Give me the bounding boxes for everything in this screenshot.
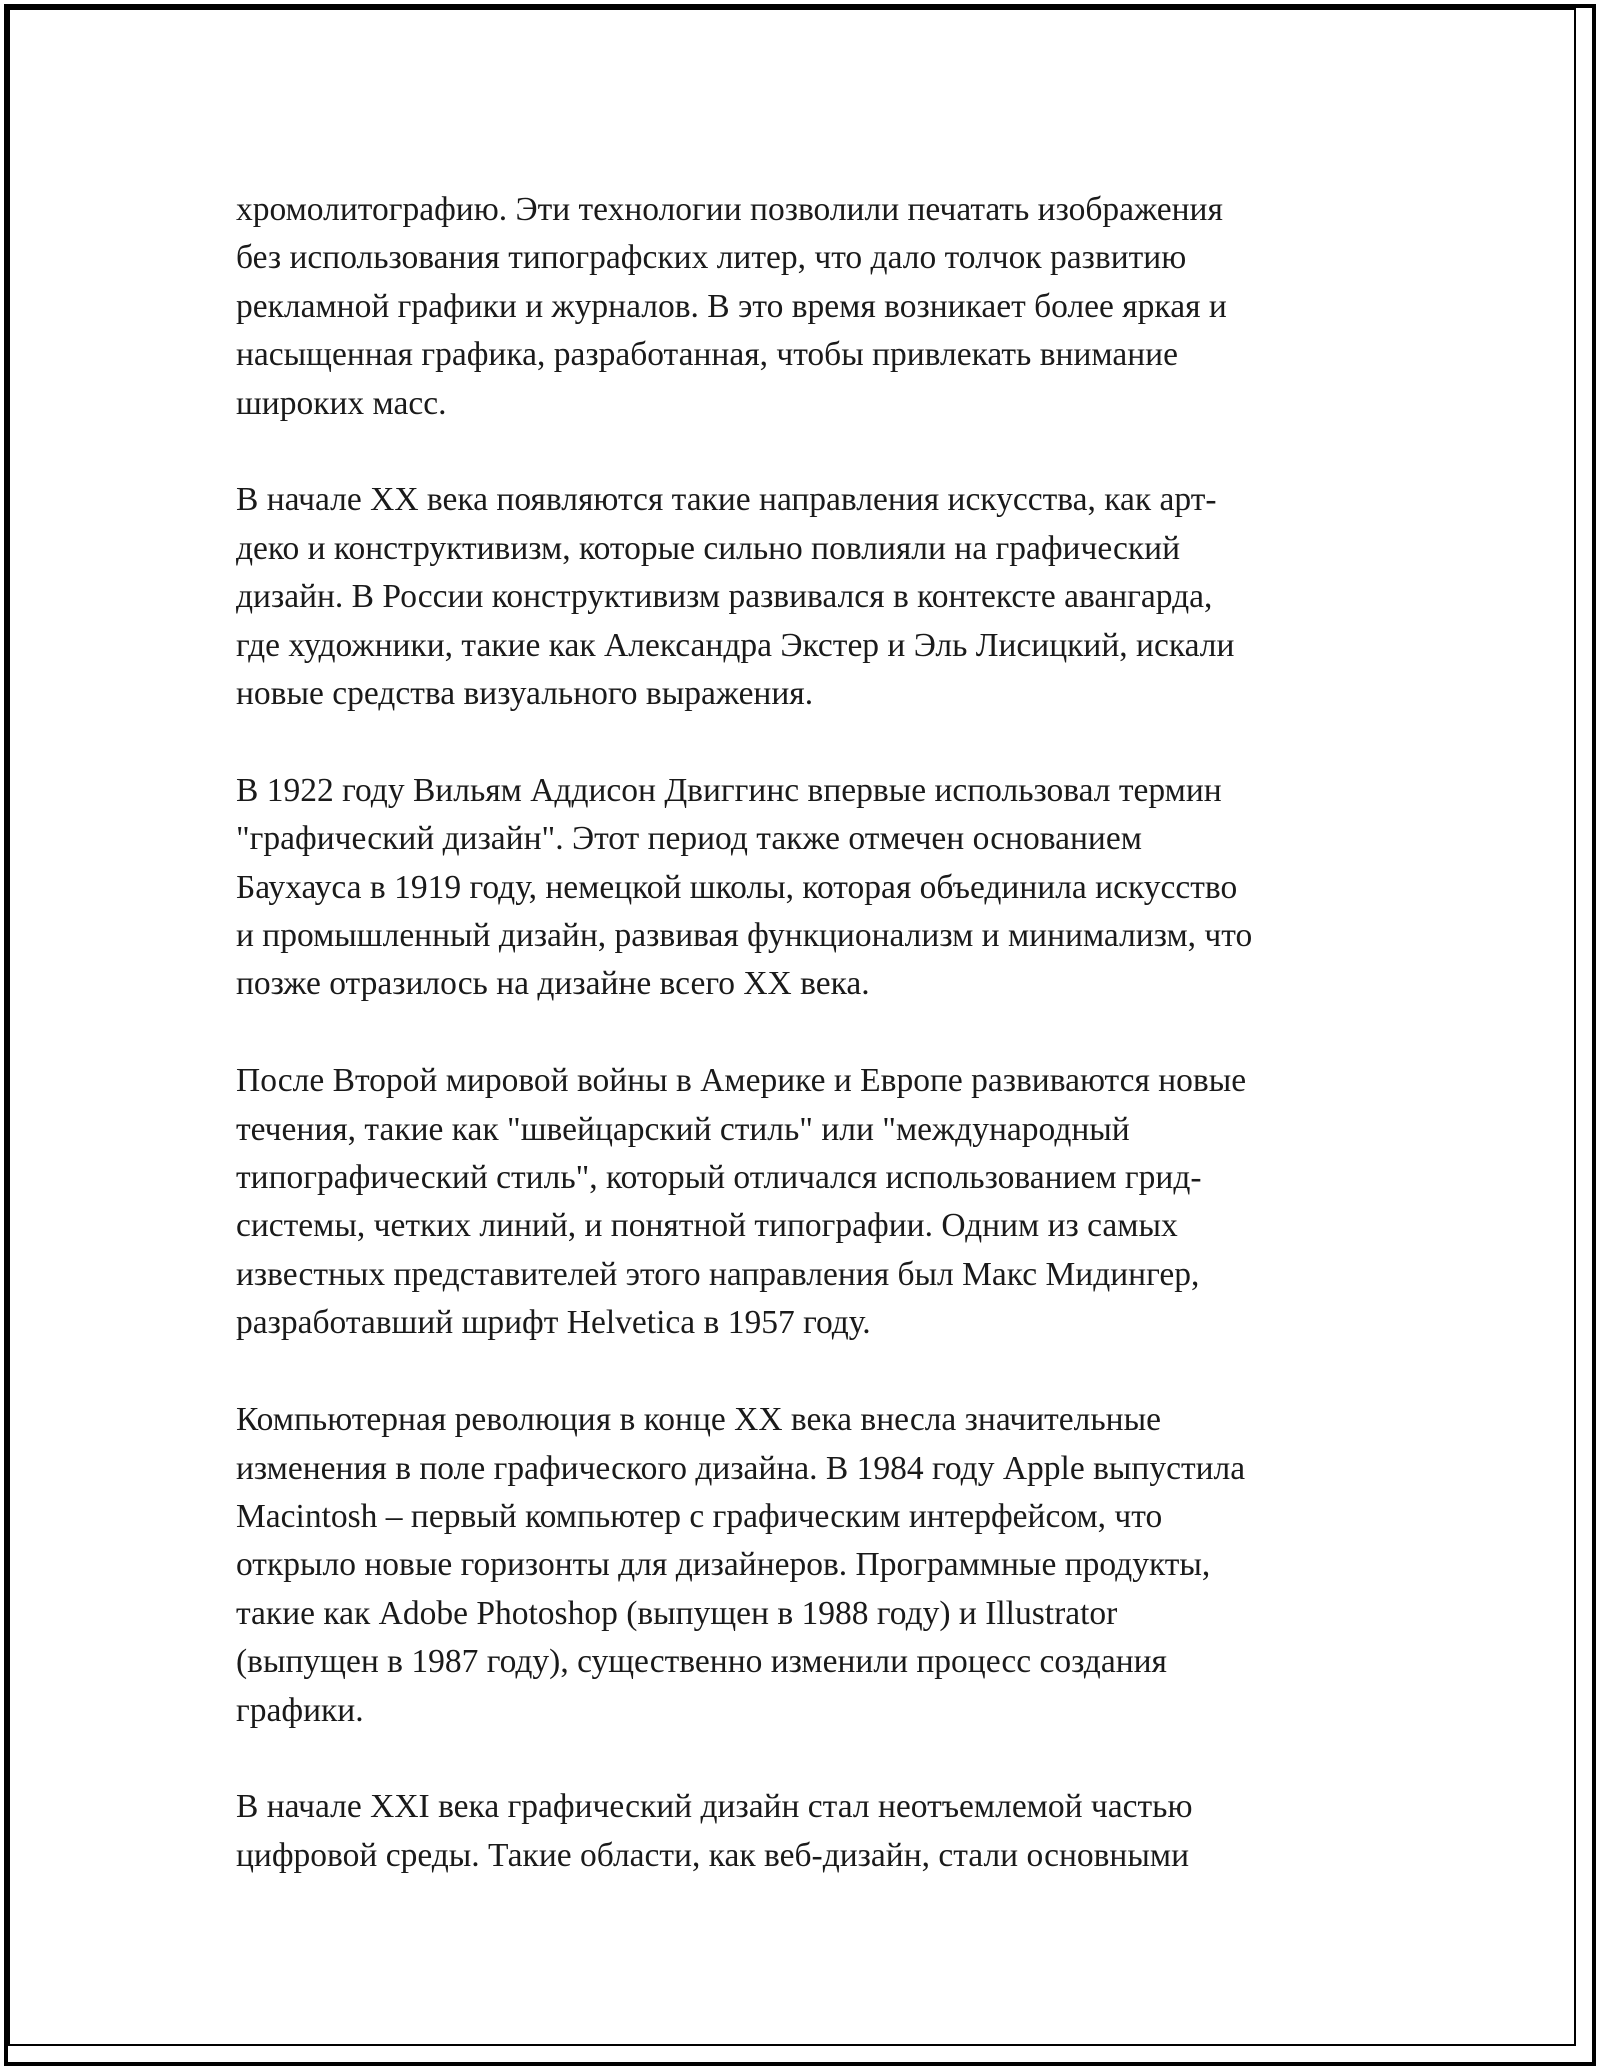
text-line: разработавший шрифт Helvetica в 1957 году. [236,1304,871,1342]
text-line: типографический стиль", который отличался использованием грид- [236,1159,1202,1197]
text-line: системы, четких линий, и понятной типографии. Одним из самых [236,1207,1178,1245]
text-line: широких масс. [236,384,447,422]
text-line: хромолитографию. Эти технологии позволили печатать изображения [236,191,1223,228]
text-line: течения, такие как "швейцарский стиль" или "международный [236,1110,1130,1148]
paragraph [236,1396,1366,1735]
text-line: изменения в поле графического дизайна. В 1984 году Apple выпустила [236,1449,1246,1487]
text-line: насыщенная графика, разработанная, чтобы привлекать внимание [236,336,1178,374]
text-line: В 1922 году Вильям Аддисон Двиггинс впервые использовал термин [236,771,1222,809]
document-body [236,186,1366,1880]
text-line: позже отразилось на дизайне всего XX века. [236,965,870,1003]
paragraph [236,1057,1366,1347]
paragraph [236,1783,1366,1880]
text-line: (выпущен в 1987 году), существенно изменили процесс создания [236,1643,1167,1681]
text-line: Баухауса в 1919 году, немецкой школы, которая объединила искусство [236,868,1238,906]
text-line: и промышленный дизайн, развивая функционализм и минимализм, что [236,917,1253,955]
paragraph [236,186,1366,428]
text-line: деко и конструктивизм, которые сильно повлияли на графический [236,529,1181,567]
paragraph [236,767,1366,1009]
text-line: Macintosh – первый компьютер с графическим интерфейсом, что [236,1497,1163,1535]
text-line: цифровой среды. Такие области, как веб-дизайн, стали основными [236,1836,1189,1874]
text-line: графики. [236,1691,364,1729]
paragraph [236,476,1366,718]
text-line: После Второй мировой войны в Америке и Европе развиваются новые [236,1062,1247,1100]
text-line: дизайн. В России конструктивизм развивался в контексте авангарда, [236,578,1213,616]
text-line: известных представителей этого направления был Макс Мидингер, [236,1255,1200,1293]
text-line: Компьютерная революция в конце XX века внесла значительные [236,1401,1161,1439]
text-line: такие как Adobe Photoshop (выпущен в 1988 году) и Illustrator [236,1594,1118,1632]
text-line: открыло новые горизонты для дизайнеров. Программные продукты, [236,1546,1211,1584]
text-line: В начале XXI века графический дизайн стал неотъемлемой частью [236,1788,1193,1826]
text-line: В начале XX века появляются такие направления искусства, как арт- [236,481,1217,519]
text-line: рекламной графики и журналов. В это время возникает более яркая и [236,287,1227,325]
text-line: "графический дизайн". Этот период также отмечен основанием [236,820,1142,858]
text-line: без использования типографских литер, что дало толчок развитию [236,239,1187,277]
text-line: где художники, такие как Александра Экстер и Эль Лисицкий, искали [236,626,1235,664]
text-line: новые средства визуального выражения. [236,675,814,713]
